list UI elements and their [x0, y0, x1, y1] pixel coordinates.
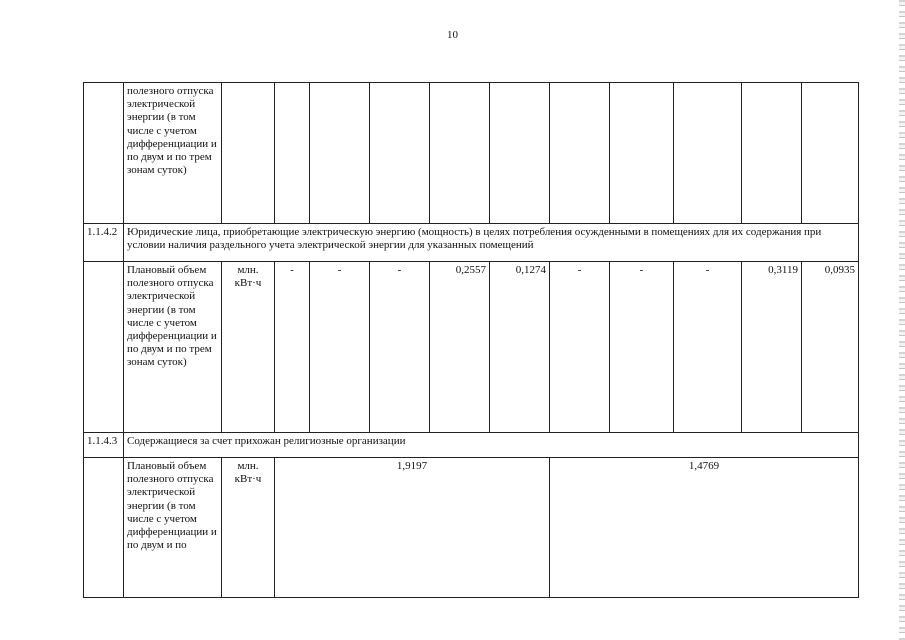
section-title: Содержащиеся за счет прихожан религиозные организации — [124, 433, 859, 458]
unit-cell: млн. кВт·ч — [222, 458, 275, 598]
value-cell — [490, 83, 550, 224]
unit-cell: млн. кВт·ч — [222, 262, 275, 433]
value-cell: - — [550, 262, 610, 433]
value-cell — [610, 83, 674, 224]
section-header-row — [84, 433, 859, 458]
row-name-cell: Плановый объем полезного отпуска электрической энергии (в том числе с учетом дифференциации и по двум и по трем зонам суток) — [124, 262, 222, 433]
tariff-table — [83, 82, 859, 598]
value-cell: 0,1274 — [490, 262, 550, 433]
value-cell: 0,3119 — [742, 262, 802, 433]
row-name-cell: Плановый объем полезного отпуска электрической энергии (в том числе с учетом дифференциации и по двум и по — [124, 458, 222, 598]
section-header-row — [84, 224, 859, 262]
value-cell: - — [310, 262, 370, 433]
page-number: 10 — [447, 29, 458, 41]
value-cell: 0,0935 — [802, 262, 859, 433]
value-cell: - — [610, 262, 674, 433]
table-row — [84, 458, 859, 598]
scan-edge-artifact — [899, 0, 905, 640]
value-cell: 0,2557 — [430, 262, 490, 433]
value-cell — [275, 83, 310, 224]
code-cell — [84, 458, 124, 598]
value-cell: - — [275, 262, 310, 433]
value-cell — [674, 83, 742, 224]
value-cell — [742, 83, 802, 224]
value-cell: - — [674, 262, 742, 433]
unit-cell — [222, 83, 275, 224]
value-cell-second-half: 1,4769 — [550, 458, 859, 598]
section-code: 1.1.4.2 — [84, 224, 124, 262]
value-cell — [310, 83, 370, 224]
section-code: 1.1.4.3 — [84, 433, 124, 458]
code-cell — [84, 262, 124, 433]
value-cell — [550, 83, 610, 224]
table-row — [84, 262, 859, 433]
value-cell — [802, 83, 859, 224]
value-cell-first-half: 1,9197 — [275, 458, 550, 598]
value-cell — [370, 83, 430, 224]
value-cell: - — [370, 262, 430, 433]
value-cell — [430, 83, 490, 224]
row-name-cell: полезного отпуска электрической энергии (в том числе с учетом дифференциации и по двум и по трем зонам суток) — [124, 83, 222, 224]
code-cell — [84, 83, 124, 224]
table-row — [84, 83, 859, 224]
section-title: Юридические лица, приобретающие электрическую энергию (мощность) в целях потребления осужденными в помещениях для их содержания при условии наличия раздельного учета электрической энергии для указанных помещений — [124, 224, 859, 262]
